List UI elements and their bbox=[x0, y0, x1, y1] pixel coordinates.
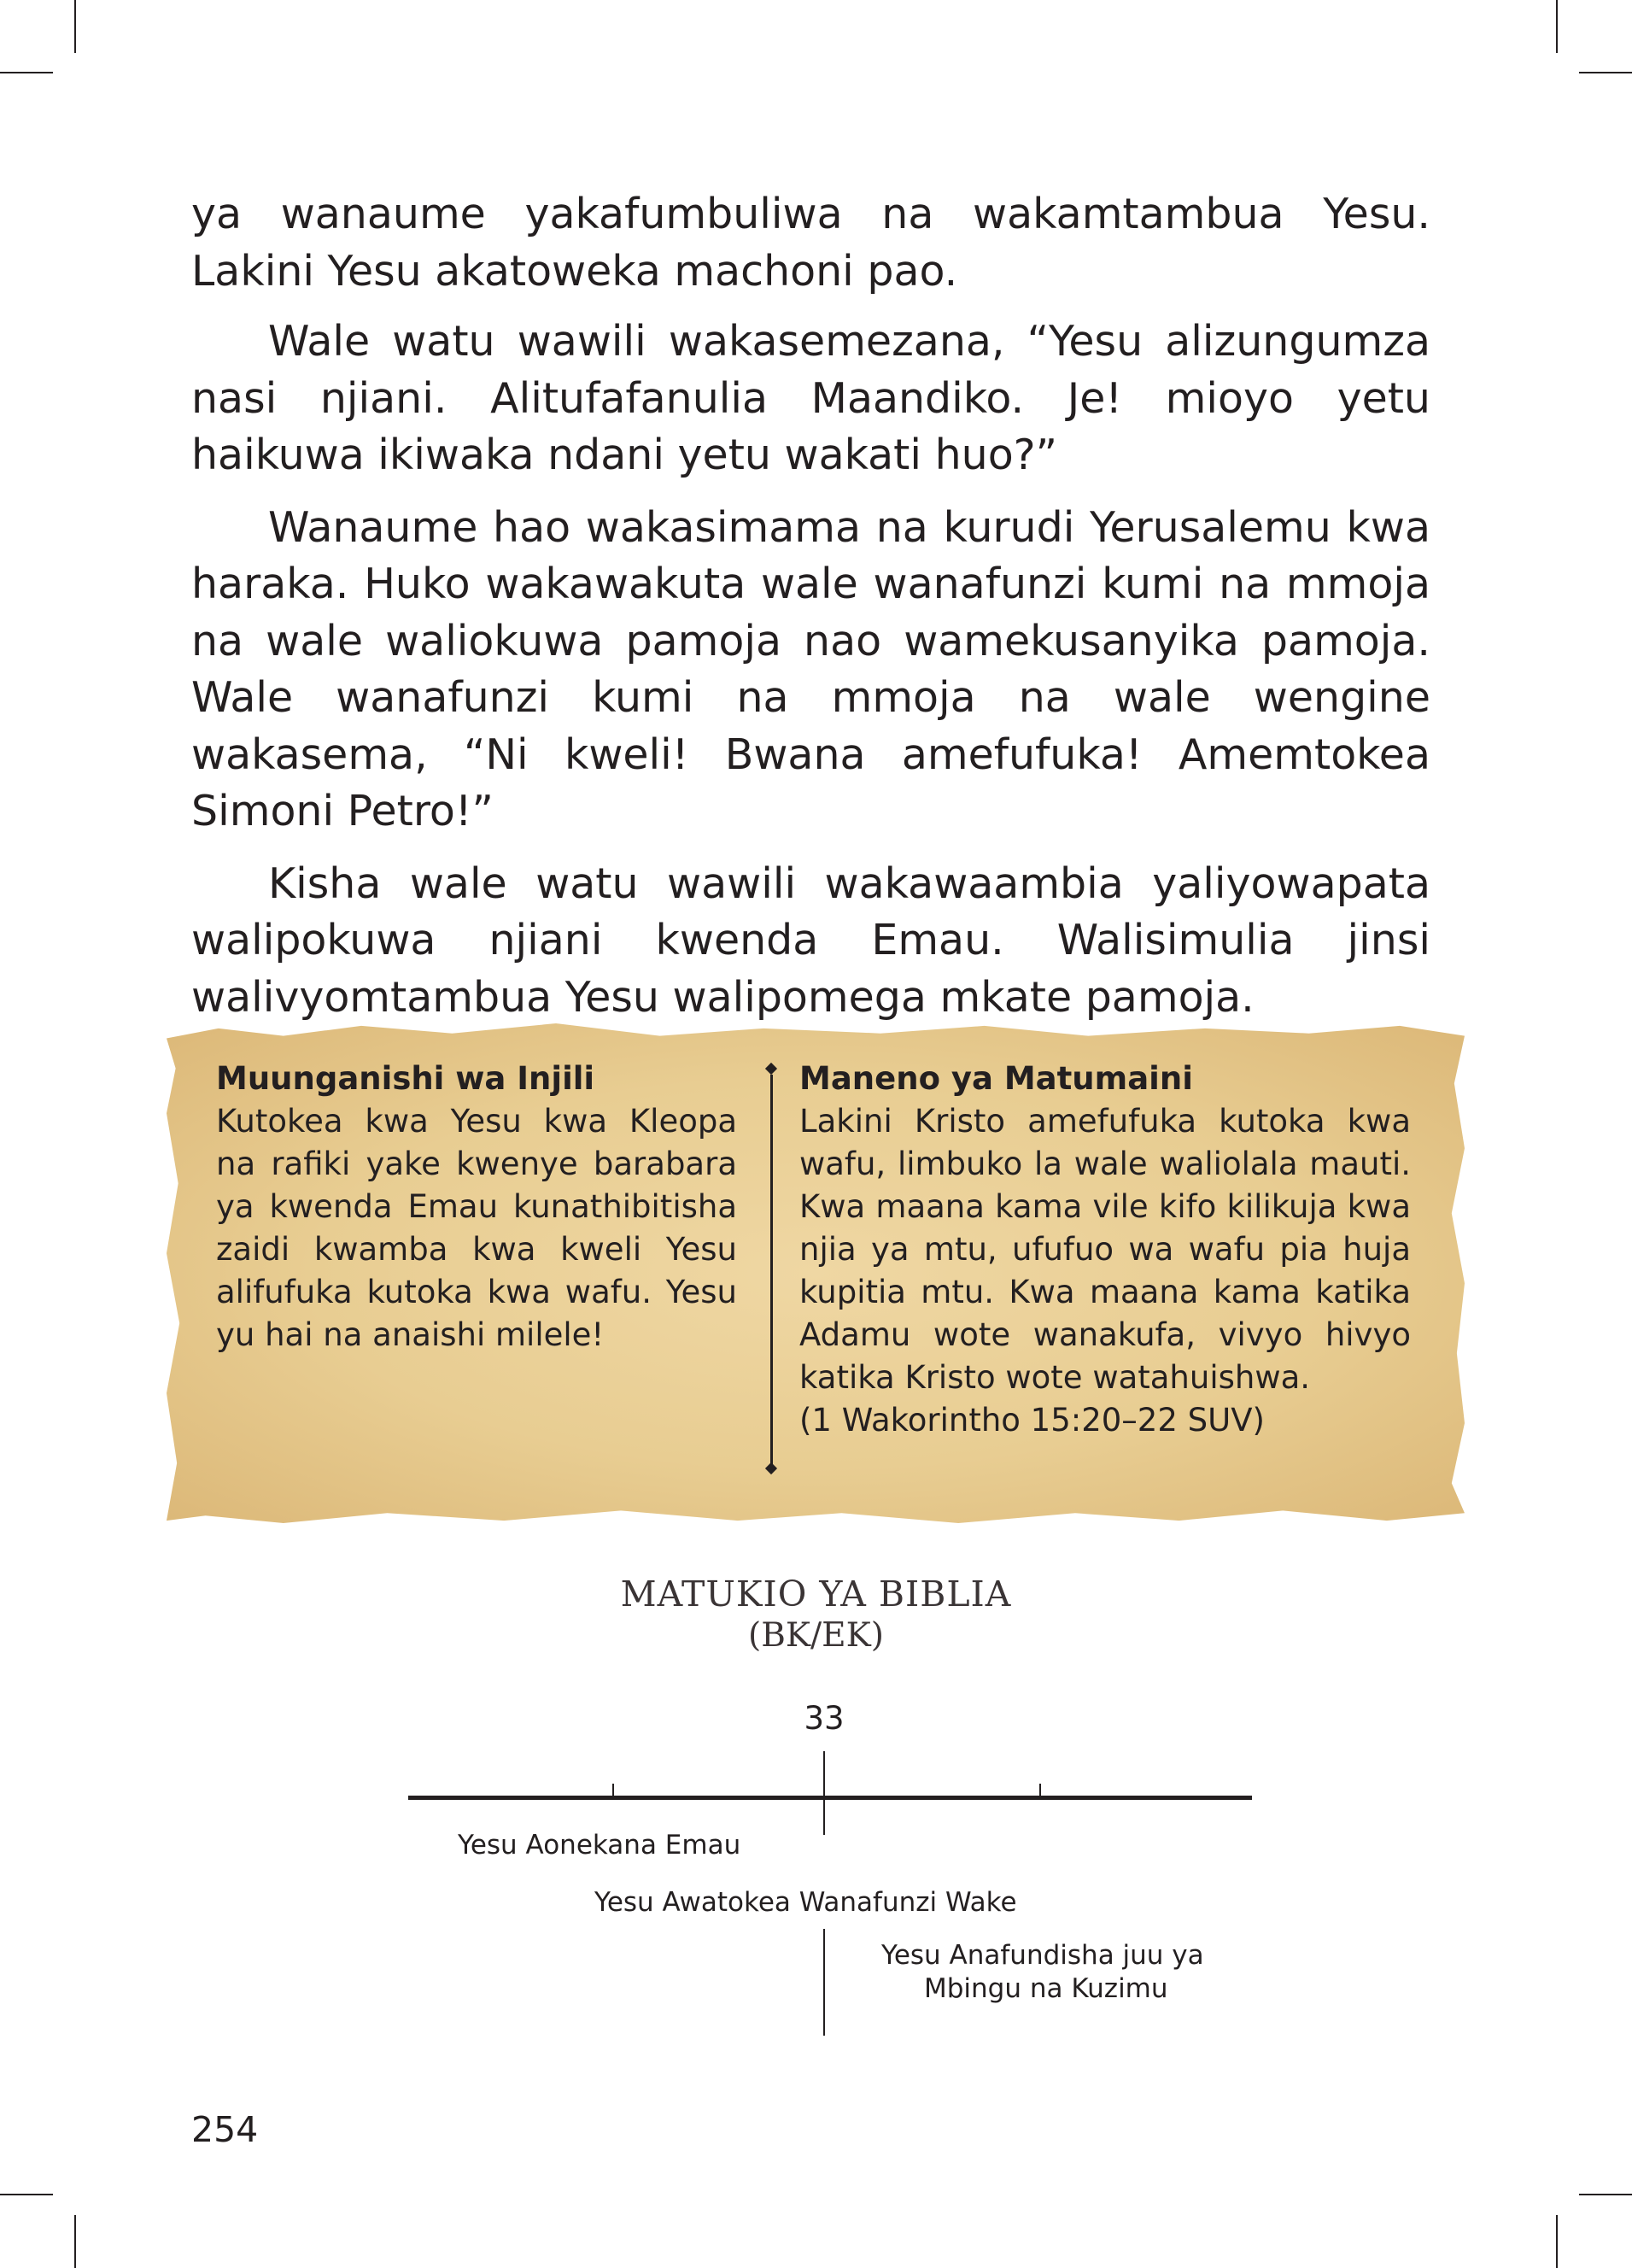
paragraph: Kisha wale watu wawili wakawaambia yaliyowapata walipokuwa njiani kwenda Emau. Walisimulia jinsi walivyomtambua Yesu walipomega mkate pamoja. bbox=[191, 859, 1430, 1022]
timeline-tick bbox=[612, 1784, 614, 1796]
crop-mark bbox=[74, 0, 76, 53]
box-divider bbox=[770, 1075, 773, 1468]
timeline-tick bbox=[823, 1929, 825, 2036]
crop-mark bbox=[1579, 72, 1632, 73]
crop-mark bbox=[74, 2215, 76, 2268]
crop-mark bbox=[0, 72, 53, 73]
scripture-reference: (1 Wakorintho 15:20–22 SUV) bbox=[799, 1402, 1265, 1439]
timeline-subtitle: (BK/EK) bbox=[748, 1616, 884, 1655]
timeline-event: Yesu Awatokea Wanafunzi Wake bbox=[594, 1887, 1017, 1918]
body-text bbox=[191, 186, 1430, 1041]
crop-mark bbox=[1579, 2194, 1632, 2195]
crop-mark bbox=[1556, 0, 1558, 53]
timeline-event: Yesu Anafundisha juu ya bbox=[881, 1940, 1204, 1971]
paragraph: ya wanaume yakafumbuliwa na wakamtambua Yesu. Lakini Yesu akatoweka machoni pao. bbox=[191, 190, 1430, 296]
words-of-hope-text: Lakini Kristo amefufuka kutoka kwa wafu, limbuko la wale waliolala mauti. Kwa maana kama vile kifo kilikuja kwa njia ya mtu, ufufuo wa wafu pia huja kupitia mtu. Kwa maana kama katika Adamu wote wanakufa, vivyo hivyo katika Kristo wote watahuishwa. bbox=[799, 1103, 1411, 1396]
page-number: 254 bbox=[191, 2109, 259, 2150]
crop-mark bbox=[0, 2194, 53, 2195]
paragraph: Wale watu wawili wakasemezana, “Yesu alizungumza nasi njiani. Alitufafanulia Maandiko. Je! mioyo yetu haikuwa ikiwaka ndani yetu wakati huo?” bbox=[191, 317, 1430, 479]
gospel-connection bbox=[216, 1058, 737, 1357]
timeline-tick bbox=[823, 1751, 825, 1835]
paragraph: Wanaume hao wakasimama na kurudi Yerusalemu kwa haraka. Huko wakawakuta wale wanafunzi kumi na mmoja na wale waliokuwa pamoja nao wamekusanyika pamoja. Wale wanafunzi kumi na mmoja na wale wengine wakasema, “Ni kweli! Bwana amefufuka! Amemtokea Simoni Petro!” bbox=[191, 502, 1430, 835]
words-of-hope bbox=[799, 1058, 1411, 1442]
timeline-title: MATUKIO YA BIBLIA bbox=[620, 1574, 1012, 1615]
words-of-hope-heading: Maneno ya Matumaini bbox=[799, 1060, 1193, 1097]
timeline-tick bbox=[1039, 1784, 1041, 1796]
timeline-event: Yesu Aonekana Emau bbox=[458, 1830, 741, 1861]
timeline-year: 33 bbox=[804, 1700, 845, 1737]
gospel-connection-text: Kutokea kwa Yesu kwa Kleopa na rafiki yake kwenye barabara ya kwenda Emau kunathibitisha zaidi kwamba kwa kweli Yesu alifufuka kutoka kwa wafu. Yesu yu hai na anaishi milele! bbox=[216, 1103, 737, 1353]
timeline-event: Mbingu na Kuzimu bbox=[924, 1973, 1168, 2004]
gospel-connection-heading: Muunganishi wa Injili bbox=[216, 1060, 595, 1097]
timeline-axis bbox=[408, 1796, 1252, 1800]
crop-mark bbox=[1556, 2215, 1558, 2268]
